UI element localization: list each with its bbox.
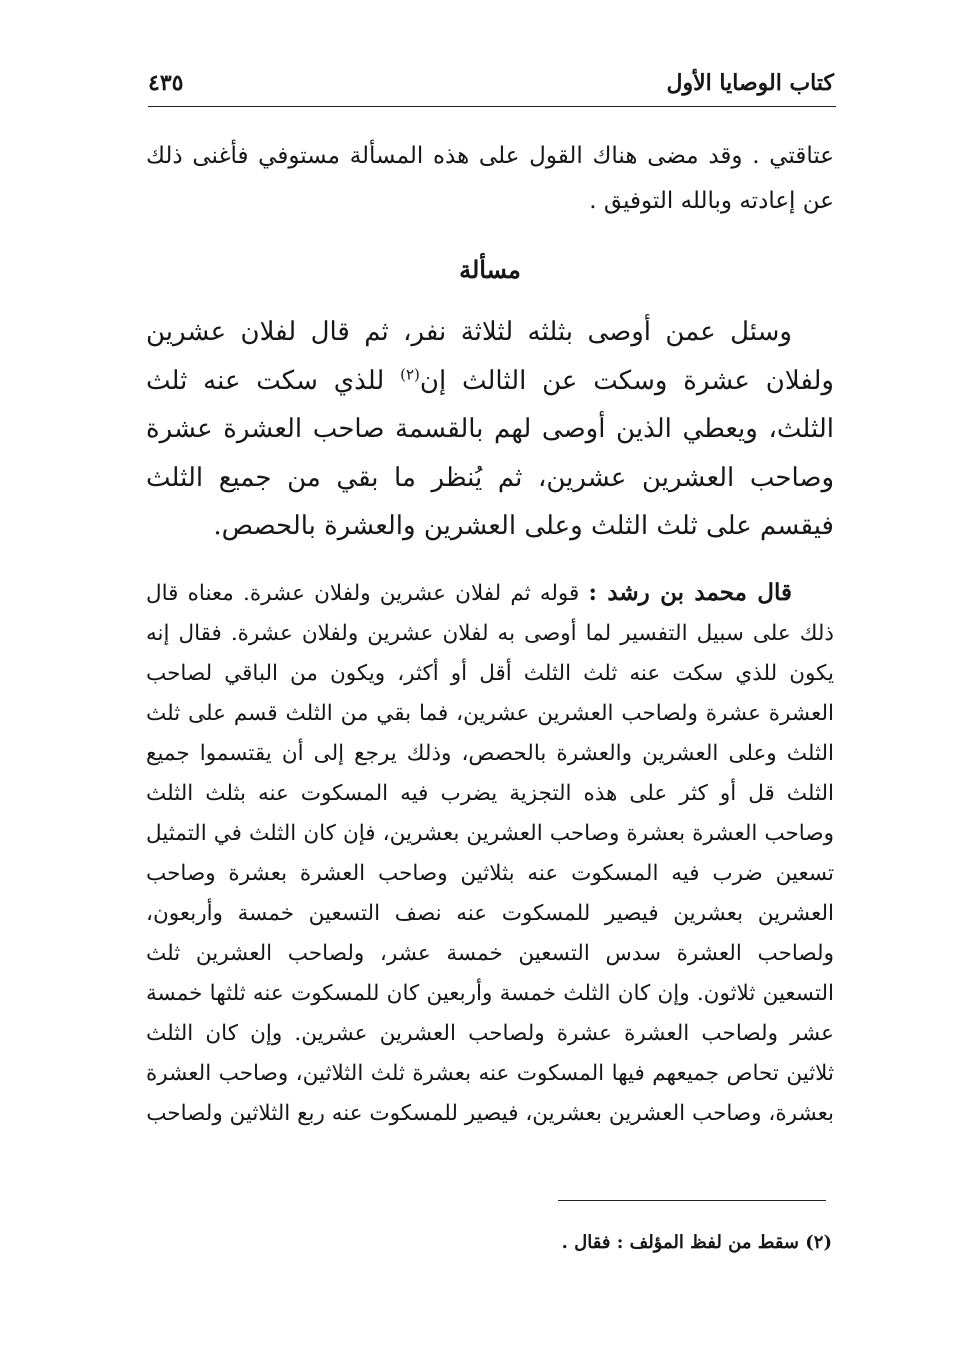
commentary-paragraph <box>146 573 834 1134</box>
main-text <box>146 134 834 1134</box>
commentary-speaker: قال محمد بن رشد : <box>588 578 792 606</box>
question-paragraph <box>146 308 834 551</box>
footnote-marker: (٢) <box>400 364 420 383</box>
footnote: (٢) سقط من لفظ المؤلف : فقال . <box>561 1232 832 1253</box>
commentary-text: قوله ثم لفلان عشرين ولفلان عشرة. معناه قال ذلك على سبيل التفسير لما أوصى به لفلان عشرين ولفلان عشرة. فقال إنه يكون للذي سكت عنه ثلث الثلث أقل أو أكثر، ويكون من الباقي لصاحب العشرة عشرة ولصاحب العشرين عشرين، فما بقي من الثلث قسم على ثلث الثلث وعلى العشرين والعشرة بالحصص، وذلك يرجع إلى أن يقتسموا جميع الثلث قل أو كثر على هذه التجزية يضرب فيه المسكوت عنه بثلث الثلث وصاحب العشرة بعشرة وصاحب العشرين بعشرين، فإن كان الثلث في التمثيل تسعين ضرب فيه المسكوت عنه بثلاثين وصاحب العشرة بعشرة وصاحب العشرين بعشرين فيصير للمسكوت عنه نصف التسعين خمسة وأربعون، ولصاحب العشرة سدس التسعين خمسة عشر، ولصاحب العشرين ثلث التسعين ثلاثون. وإن كان الثلث خمسة وأربعين كان للمسكوت عنه ثلثها خمسة عشر ولصاحب العشرة عشرة ولصاحب العشرين عشرين. وإن كان الثلث ثلاثين تحاص جميعهم فيها المسكوت عنه بعشرة ثلث الثلاثين، وصاحب العشرة بعشرة، وصاحب العشرين بعشرين، فيصير للمسكوت عنه ربع الثلاثين ولصاحب <box>146 580 834 1126</box>
header-rule <box>148 106 836 107</box>
section-title: مسألة <box>459 255 521 284</box>
question-text-start: وسئل عمن أوصى بثلثه لثلاثة نفر، ثم قال لفلان عشرين ولفلان عشرة وسكت عن الثالث إن <box>146 317 834 396</box>
running-header <box>148 66 834 106</box>
book-title: كتاب الوصايا الأول <box>666 70 834 96</box>
intro-paragraph: عتاقتي . وقد مضى هناك القول على هذه المسألة مستوفي فأغنى ذلك عن إعادته وبالله التوفيق . <box>146 143 834 214</box>
footnote-rule <box>558 1200 826 1201</box>
question-text-end: للذي سكت عنه ثلث الثلث، ويعطي الذين أوصى لهم بالقسمة صاحب العشرة عشرة وصاحب العشرين عشرين، ثم يُنظر ما بقي من جميع الثلث فيقسم على ثلث الثلث وعلى العشرين والعشرة بالحصص. <box>146 365 834 541</box>
page-number: ٤٣٥ <box>148 70 184 96</box>
